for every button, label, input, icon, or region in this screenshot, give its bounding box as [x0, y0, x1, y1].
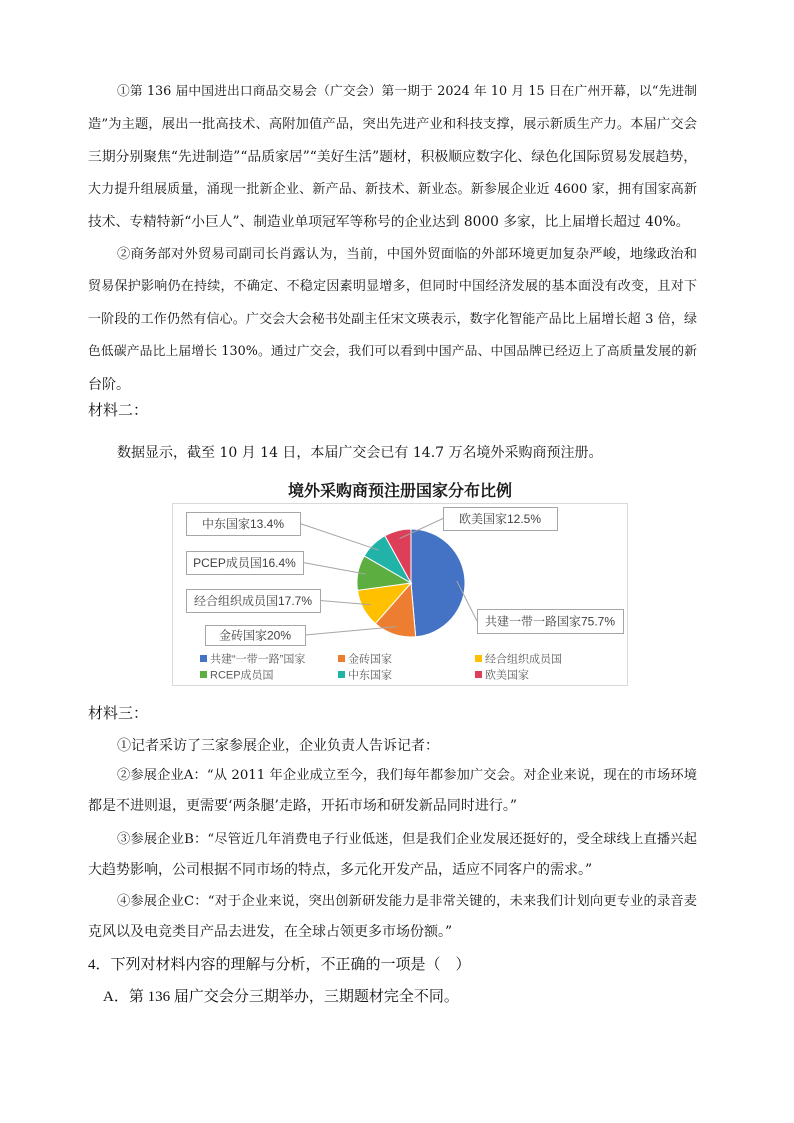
paragraph-line: ②参展企业A：“从 2011 年企业成立至今，我们每年都参加广交会。对企业来说，现在的市场环境: [117, 768, 697, 783]
pie-chart: [172, 478, 628, 688]
legend-swatch: [475, 655, 482, 662]
data-label: 经合组织成员国17.7%: [193, 594, 313, 608]
legend-label: 经合组织成员国: [485, 653, 562, 666]
legend-swatch: [338, 671, 345, 678]
legend-swatch: [200, 671, 207, 678]
paragraph-line: ④参展企业C：“对于企业来说，突出创新研发能力是非常关键的，未来我们计划向更专业的录音麦: [117, 894, 697, 909]
data-label: 欧美国家12.5%: [458, 512, 542, 526]
data-label: 中东国家13.4%: [201, 517, 285, 531]
paragraph-line: 克风以及电竞类目产品去进发，在全球占领更多市场份额。”: [88, 924, 453, 940]
paragraph-line: ①第 136 届中国进出口商品交易会（广交会）第一期于 2024 年 10 月 15 日在广州开幕，以“先进制: [117, 84, 697, 99]
paragraph-line: 三期分别聚焦“先进制造”“品质家居”“美好生活”题材，积极顺应数字化、绿色化国际贸易发展趋势，: [88, 149, 697, 165]
paragraph-line: 一阶段的工作仍然有信心。广交会大会秘书处副主任宋文瑛表示，数字化智能产品比上届增长超 3 倍，绿: [88, 311, 697, 327]
pie-slices: [357, 529, 465, 637]
legend-swatch: [475, 671, 482, 678]
paragraph-line: ③参展企业B：“尽管近几年消费电子行业低迷，但是我们企业发展还挺好的，受全球线上直播兴起: [117, 832, 697, 847]
legend-label: 金砖国家: [348, 653, 392, 666]
question-stem: 4．下列对材料内容的理解与分析，不正确的一项是（ ）: [88, 957, 471, 973]
material3-heading: 材料三：: [88, 706, 149, 722]
paragraph-line: 技术、专精特新“小巨人”、制造业单项冠军等称号的企业达到 8000 多家，比上届增长超过 40%。: [88, 214, 690, 230]
paragraph-line: 造”为主题，展出一批高技术、高附加值产品，突出先进产业和科技支撑，展示新质生产力。本届广交会: [88, 116, 697, 132]
paragraph-line: 贸易保护影响仍在持续，不确定、不稳定因素明显增多，但同时中国经济发展的基本面没有改变，且对下: [88, 279, 697, 294]
legend-label: 中东国家: [348, 669, 392, 682]
material2-text: 数据显示，截至 10 月 14 日，本届广交会已有 14.7 万名境外采购商预注册。: [117, 445, 603, 461]
legend-label: RCEP成员国: [210, 669, 274, 682]
paragraph-line: 色低碳产品比上届增长 130%。通过广交会，我们可以看到中国产品、中国品牌已经迈上了高质量发展的新: [88, 344, 697, 359]
paragraph-line: ①记者采访了三家参展企业，企业负责人告诉记者：: [117, 738, 439, 754]
paragraph-line: 大趋势影响，公司根据不同市场的特点，多元化开发产品，适应不同客户的需求。”: [88, 862, 593, 878]
legend-label: 欧美国家: [485, 669, 529, 682]
data-label: 金砖国家20%: [218, 628, 292, 643]
legend-swatch: [338, 655, 345, 662]
paragraph-line: 大力提升组展质量，涌现一批新企业、新产品、新技术、新业态。新参展企业近 4600 家，拥有国家高新: [88, 181, 697, 197]
material2-heading: 材料二：: [88, 403, 149, 419]
data-label: 共建一带一路国家75.7%: [484, 614, 616, 629]
paragraph-line: 台阶。: [88, 376, 130, 393]
legend-swatch: [200, 655, 207, 662]
paragraph-line: ②商务部对外贸易司副司长肖露认为，当前，中国外贸面临的外部环境更加复杂严峻，地缘政治和: [117, 246, 697, 262]
option-a[interactable]: A．第 136 届广交会分三期举办，三期题材完全不同。: [103, 989, 459, 1005]
chart-title: 境外采购商预注册国家分布比例: [287, 483, 513, 500]
legend-label: 共建“一带一路”国家: [210, 653, 306, 666]
paragraph-line: 都是不进则退，更需要‘两条腿’走路，开拓市场和研发新品同时进行。”: [88, 798, 518, 814]
data-label: PCEP成员国16.4%: [193, 556, 296, 570]
